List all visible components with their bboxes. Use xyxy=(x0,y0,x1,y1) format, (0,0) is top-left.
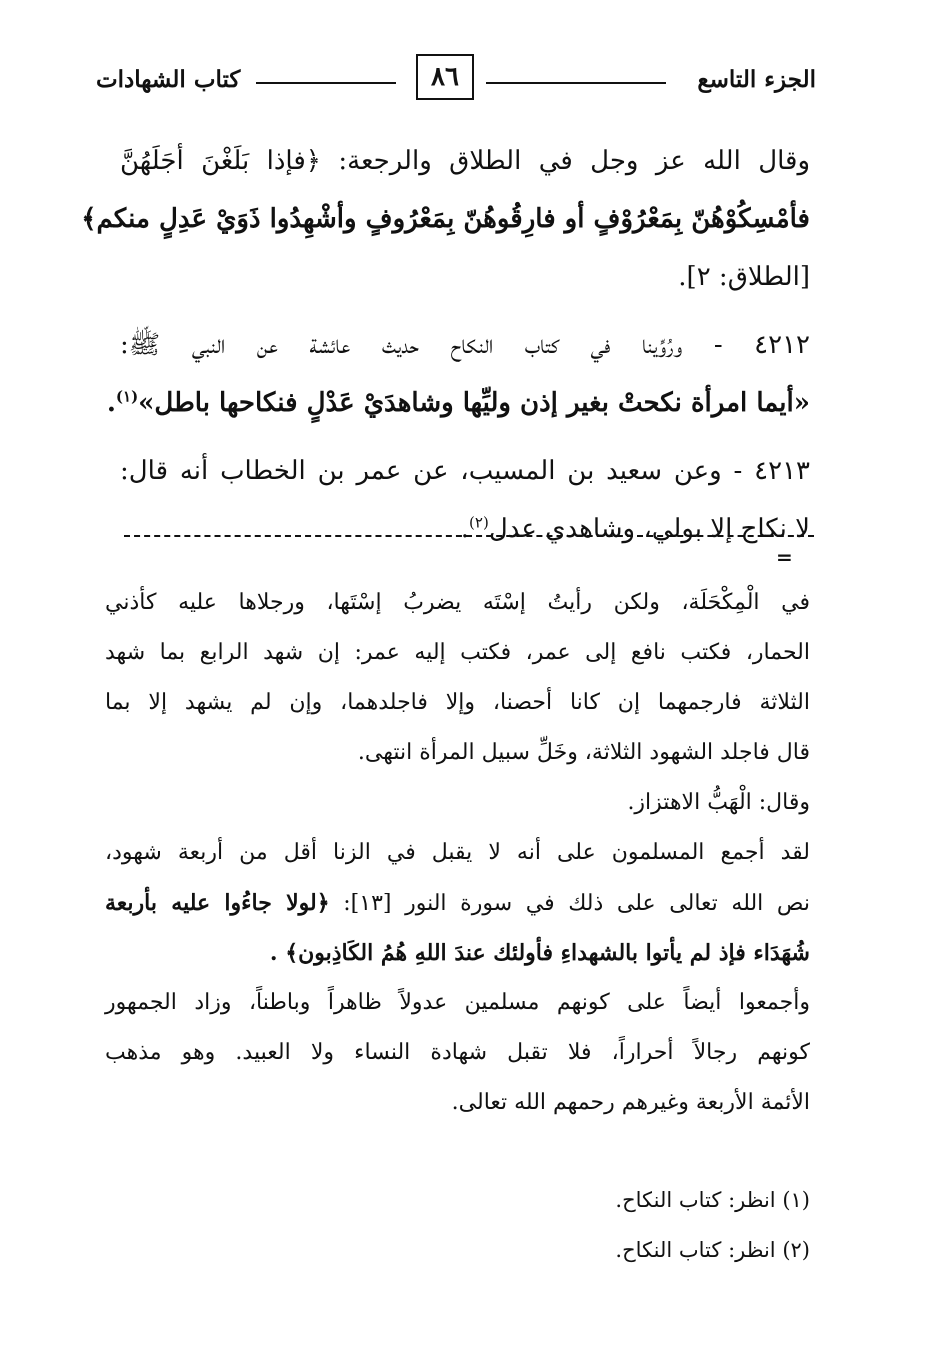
verse-reference: [الطلاق: ٢]. xyxy=(678,262,810,292)
header-rule-left xyxy=(256,82,396,84)
header-rule-right xyxy=(486,82,666,84)
commentary-line: نص الله تعالى على ذلك في سورة النور [١٣]: ﴿لولا جاءُوا عليه بأربعة xyxy=(105,890,810,916)
commentary-line: كونهم رجالاً أحراراً، فلا تقبل شهادة النساء ولا العبيد. وهو مذهب xyxy=(105,1040,810,1065)
hadith-text: «أيما امرأة نكحتْ بغير إذن وليِّها وشاهدَيْ عَدْلٍ فنكاحها باطل»$^{(١)}$. xyxy=(106,387,810,418)
footnote-ref-2[interactable]: (٢) xyxy=(469,513,489,532)
hadith-4213: ٤٢١٣ - وعن سعيد بن المسيب، عن عمر بن الخطاب أنه قال: xyxy=(120,456,810,486)
footnote-ref-1[interactable]: (١) xyxy=(115,387,139,406)
volume-title: الجزء التاسع xyxy=(697,66,816,93)
commentary-line: وقال: الْهَبُّ الاهتزاز. xyxy=(627,790,810,815)
commentary-line: الحمار، فكتب نافع إلى عمر، فكتب إليه عمر: إن شهد الرابع بما شهد xyxy=(105,640,810,665)
main-text xyxy=(81,132,810,558)
page-header xyxy=(96,52,816,108)
commentary-line: قال فاجلد الشهود الثلاثة، وخَلِّ سبيل المرأة انتهى. xyxy=(357,740,810,765)
continuation-mark: = xyxy=(776,545,793,569)
quran-verse-line: فأمْسِكُوْهُنّ بِمَعْرُوْفٍ أو فارِقُوهُنّ بِمَعْرُوفٍ وأشْهِدُوا ذَوَيْ عَدِلٍ منكم﴾ xyxy=(81,204,810,234)
footnotes xyxy=(105,1175,810,1275)
footnote-1: (١) انظر: كتاب النكاح. xyxy=(615,1188,810,1212)
text-line: وقال الله عز وجل في الطلاق والرجعة: ﴿فإذا بَلَغْنَ أجَلَهُنَّ xyxy=(120,146,810,176)
page-number-box xyxy=(416,54,474,100)
commentary-line: الثلاثة فارجمهما إن كانا أحصنا، وإلا فاجلدهما، وإن لم يشهد إلا بما xyxy=(105,690,810,715)
footnote-2: (٢) انظر: كتاب النكاح. xyxy=(615,1238,810,1262)
commentary-line: الأئمة الأربعة وغيرهم رحمهم الله تعالى. xyxy=(451,1090,810,1115)
hadith-text-2: لا نكاح إلا بولي، وشاهدي عدل$^{(٢)}$. xyxy=(460,513,810,544)
commentary xyxy=(105,578,810,1128)
chapter-title: كتاب الشهادات xyxy=(96,66,241,93)
commentary-line: وأجمعوا أيضاً على كونهم مسلمين عدولاً ظاهراً وباطناً، وزاد الجمهور xyxy=(105,990,810,1015)
quran-verse: ﴿لولا جاءُوا عليه بأربعة xyxy=(105,890,330,916)
hadith-4212: ٤٢١٢ - ورُوِّينا في كتاب النكاح حديث عائشة عن النبي ﷺ: xyxy=(120,330,810,360)
page-number: ٨٦ xyxy=(431,62,459,92)
quran-verse-continued: شُهَدَاء فإذ لم يأتوا بالشهداءِ فأولئك عندَ اللهِ هُمُ الكَاذِبون﴾ . xyxy=(269,940,810,966)
commentary-line: في الْمِكْحَلَة، ولكن رأيتُ إسْتَه يضربُ إسْتَها، ورجلاها عليه كأذني xyxy=(105,590,810,615)
commentary-line: لقد أجمع المسلمون على أنه لا يقبل في الزنا أقل من أربعة شهود، xyxy=(105,840,810,865)
footnote-separator xyxy=(124,535,814,537)
